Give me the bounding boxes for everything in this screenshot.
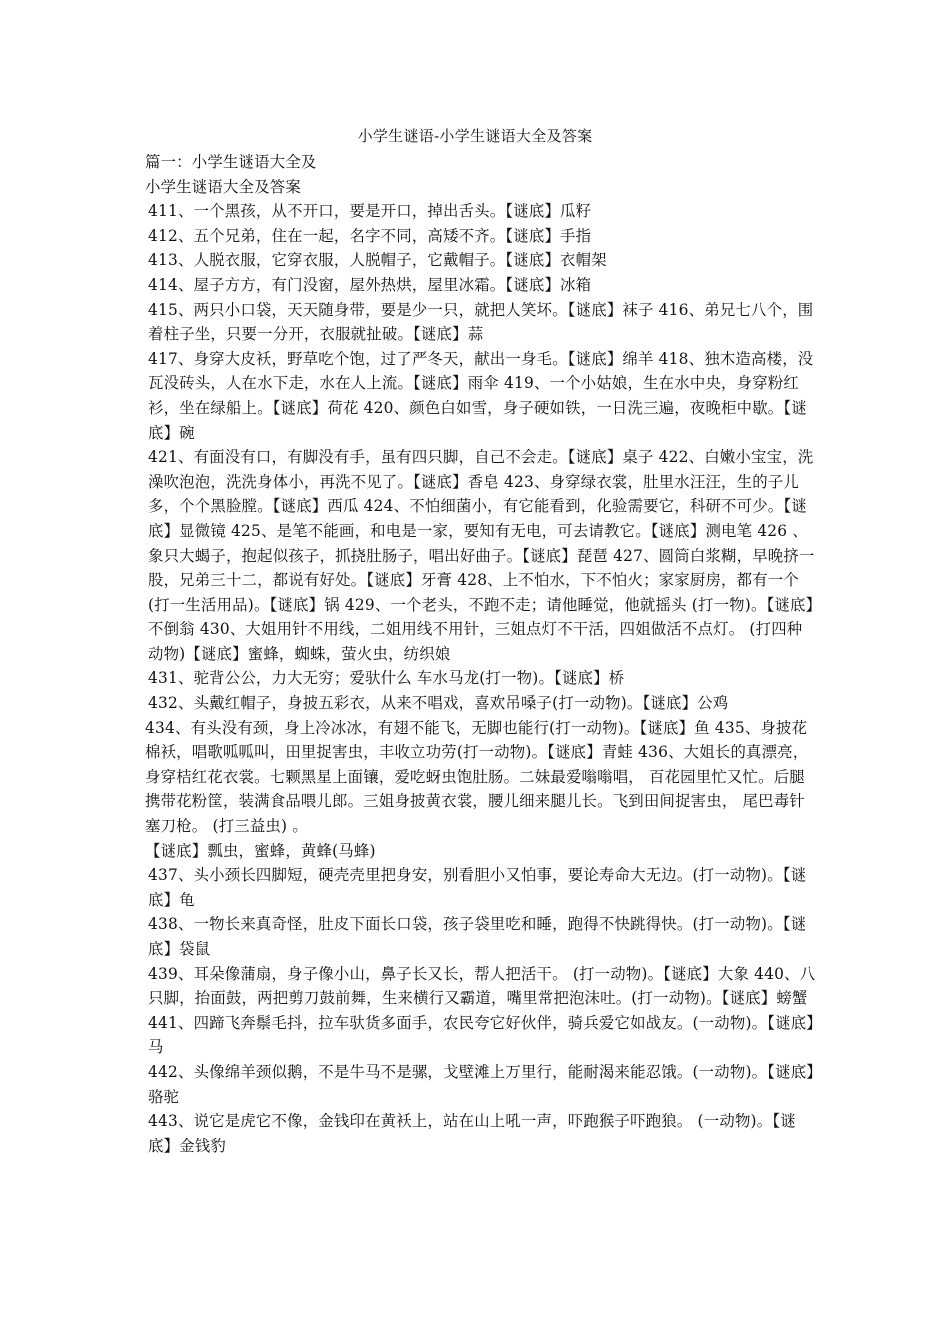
riddle-paragraph: 434、有头没有颈，身上冷冰冰，有翅不能飞，无脚也能行(打一动物)。【谜底】鱼 435、身披花棉袄，唱歌呱呱叫，田里捉害虫，丰收立功劳(打一动物)。【谜底】青蛙 436、大姐长的真漂亮，身穿桔红花衣裳。七颗黑星上面镶，爱吃蚜虫饱肚肠。二妹最爱嗡嗡唱， 百花园里忙又忙。后腿携带花粉筐，装满食品喂儿郎。三姐身披黄衣裳，腰儿细来腿儿长。飞到田间捉害虫， 尾巴毒针塞刀枪。 (打三益虫) 。 (145, 718, 809, 836)
riddle-paragraph: 415、两只小口袋，天天随身带，要是少一只，就把人笑坏。【谜底】袜子 416、弟兄七八个，围着柱子坐，只要一分开，衣服就扯破。【谜底】蒜 (148, 300, 814, 344)
riddle-paragraph: 412、五个兄弟，住在一起，名字不同，高矮不齐。【谜底】手指 (148, 226, 592, 245)
riddle-paragraph: 438、一物长来真奇怪，肚皮下面长口袋，孩子袋里吃和睡，跑得不快跳得快。(打一动物)。【谜底】袋鼠 (148, 915, 807, 958)
document-title: 小学生谜语-小学生谜语大全及答案 (357, 127, 593, 145)
riddle-paragraph: 414、屋子方方，有门没窗，屋外热烘，屋里冰霜。【谜底】冰箱 (148, 275, 592, 294)
riddle-paragraph: 441、四蹄飞奔鬃毛抖，拉车驮货多面手，农民夸它好伙伴，骑兵爱它如战友。(一动物)。【谜底】马 (148, 1013, 815, 1057)
riddle-paragraph: 443、说它是虎它不像，金钱印在黄袄上，站在山上吼一声，吓跑猴子吓跑狼。 (一动物)。【谜底】金钱豹 (148, 1112, 796, 1155)
riddle-paragraph: 413、人脱衣服，它穿衣服，人脱帽子，它戴帽子。【谜底】衣帽架 (148, 251, 607, 270)
document-body (145, 150, 817, 1158)
riddle-paragraph: 439、耳朵像蒲扇，身子像小山，鼻子长又长，帮人把活干。 (打一动物)。【谜底】大象 440、八只脚，抬面鼓，两把剪刀鼓前舞，生来横行又霸道，嘴里常把泡沫吐。(打一动物)。【谜底】螃蟹 (148, 964, 816, 1008)
riddle-paragraph: 437、头小颈长四脚短，硬壳壳里把身安，别看胆小又怕事，要论寿命大无边。(打一动物)。【谜底】龟 (148, 866, 807, 909)
subheading: 小学生谜语大全及答案 (145, 177, 301, 196)
riddle-answer: 【谜底】瓢虫，蜜蜂，黄蜂(马蜂) (145, 841, 376, 860)
riddle-paragraph: 417、身穿大皮袄，野草吃个饱，过了严冬天，献出一身毛。【谜底】绵羊 418、独木造高楼，没瓦没砖头，人在水下走，水在人上流。【谜底】雨伞 419、一个小姑娘，生在水中央，身穿粉红衫，坐在绿船上。【谜底】荷花 420、颜色白如雪，身子硬如铁，一日洗三遍，夜晚柜中歇。【谜底】碗 (148, 349, 814, 442)
riddle-paragraph: 442、头像绵羊颈似鹅，不是牛马不是骡，戈壁滩上万里行，能耐渴来能忍饿。(一动物)。【谜底】骆驼 (148, 1062, 815, 1106)
riddle-paragraph: 431、驼背公公，力大无穷；爱驮什么 车水马龙(打一物)。【谜底】桥 (148, 669, 625, 688)
riddle-paragraph: 432、头戴红帽子，身披五彩衣，从来不唱戏，喜欢吊嗓子(打一动物)。【谜底】公鸡 (148, 694, 729, 713)
riddle-paragraph: 421、有面没有口，有脚没有手，虽有四只脚，自己不会走。【谜底】桌子 422、白嫩小宝宝，洗澡吹泡泡，洗洗身体小，再洗不见了。【谜底】香皂 423、身穿绿衣裳，肚里水汪汪，生的子儿多，个个黑脸膛。【谜底】西瓜 424、不怕细菌小，有它能看到，化验需要它，科研不可少。【谜底】显微镜 425、是笔不能画，和电是一家，要知有无电，可去请教它。【谜底】测电笔 426 、象只大蝎子，抱起似孩子，抓挠肚肠子，唱出好曲子。【谜底】琵琶 427、圆筒白浆糊，早晚挤一股，兄弟三十二，都说有好处。【谜底】牙膏 428、上不怕水，下不怕火；家家厨房，都有一个 (打一生活用品)。【谜底】锅 429、一个老头，不跑不走；请他睡觉，他就摇头 (打一物)。【谜底】不倒翁 430、大姐用针不用线，二姐用线不用针，三姐点灯不干活，四姐做活不点灯。 (打四种动物)【谜底】蜜蜂，蜘蛛，萤火虫，纺织娘 (148, 448, 815, 663)
riddle-paragraph: 411、一个黑孩，从不开口，要是开口，掉出舌头。【谜底】瓜籽 (148, 202, 592, 221)
section-heading: 篇一：小学生谜语大全及 (145, 153, 317, 171)
